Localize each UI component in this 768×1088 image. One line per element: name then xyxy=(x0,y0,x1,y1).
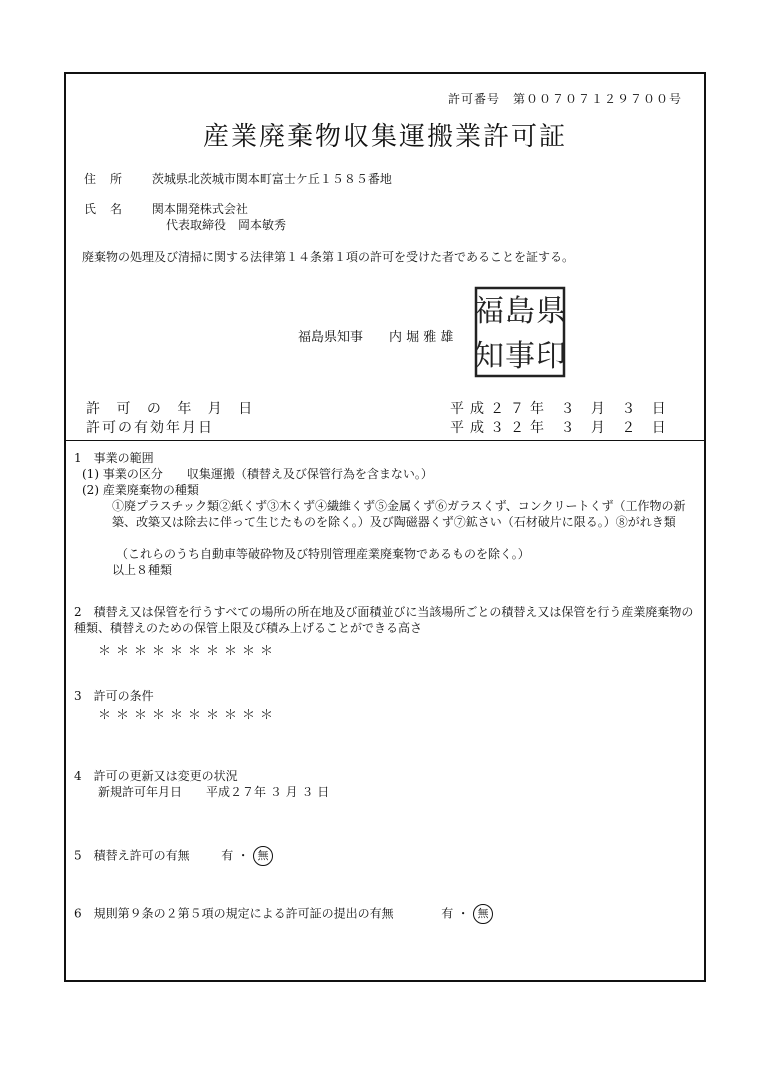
name-row xyxy=(84,200,248,217)
section1-heading: 1 事業の範囲 xyxy=(74,451,154,465)
issue-date-value: 平成２７年 ３ 月 ３ 日 xyxy=(450,401,672,417)
section1-item2: (2) 産業廃棄物の種類 xyxy=(82,483,199,497)
certification-text: 廃棄物の処理及び清掃に関する法律第１４条第１項の許可を受けた者であることを証する。 xyxy=(82,250,575,264)
seal-char: 印 xyxy=(536,339,566,374)
section6-row xyxy=(74,904,493,924)
document-title: 産業廃棄物収集運搬業許可証 xyxy=(202,122,567,152)
section6-yes: 有 xyxy=(441,906,454,921)
seal-char: 福 xyxy=(474,294,504,329)
section2-heading: 2 積替え又は保管を行うすべての場所の所在地及び面積並びに当該場所ごとの積替え又は保管を行う産業廃棄物の種類、積替えのための保管上限及び積み上げることができる高さ xyxy=(74,605,694,635)
official-seal xyxy=(474,286,566,378)
seal-char: 県 xyxy=(536,294,566,329)
address-value: 茨城県北茨城市関本町富士ケ丘１５８５番地 xyxy=(151,172,392,186)
section2-value: ＊＊＊＊＊＊＊＊＊＊ xyxy=(98,644,279,659)
section1-item1: (1) 事業の区分 収集運搬（積替え及び保管行為を含まない。） xyxy=(82,467,433,481)
waste-exclusion: （これらのうち自動車等破砕物及び特別管理産業廃棄物であるものを除く。） xyxy=(116,547,530,561)
section6-heading: 6 規則第９条の２第５項の規定による許可証の提出の有無 xyxy=(74,906,394,921)
seal-char: 島 xyxy=(505,294,535,329)
waste-types: ①廃プラスチック類②紙くず③木くず④繊維くず⑤金属くず⑥ガラスくず、コンクリートくず（工作物の新築、改築又は除去に伴って生じたものを除く。）及び陶磁器くず⑦鉱さい（石材破片に限る。）⑧がれき類 xyxy=(112,499,686,529)
address-label: 住所 xyxy=(84,172,137,186)
seal-char: 事 xyxy=(505,339,535,374)
section3-heading: 3 許可の条件 xyxy=(74,689,154,703)
address-row xyxy=(84,170,392,187)
section6-sep: ・ xyxy=(457,906,470,921)
representative: 代表取締役 岡本敏秀 xyxy=(166,218,287,232)
expiry-date-label: 許可の有効年月日 xyxy=(86,420,214,436)
section5-row xyxy=(74,846,273,866)
company-name: 関本開発株式会社 xyxy=(151,202,248,216)
seal-char: 知 xyxy=(474,339,504,374)
expiry-date-value: 平成３２年 ３ 月 ２ 日 xyxy=(450,420,672,436)
permit-number: 許可番号 第００７０７１２９７００号 xyxy=(447,92,682,106)
section4-heading: 4 許可の更新又は変更の状況 xyxy=(74,769,238,783)
name-label: 氏名 xyxy=(84,202,137,216)
issuer-name: 福島県知事 内 堀 雅 雄 xyxy=(298,330,454,345)
issue-date-label: 許 可 の 年 月 日 xyxy=(86,401,259,417)
section5-yes: 有 xyxy=(221,848,234,863)
section-divider xyxy=(66,440,704,441)
section5-sep: ・ xyxy=(237,848,250,863)
section5-heading: 5 積替え許可の有無 xyxy=(74,848,190,863)
section5-no-circled: 無 xyxy=(253,846,273,866)
section6-no-circled: 無 xyxy=(473,904,493,924)
section4-value: 新規許可年月日 平成２７年 ３ 月 ３ 日 xyxy=(98,785,330,799)
permit-certificate xyxy=(64,72,706,982)
waste-type-count: 以上８種類 xyxy=(112,563,173,577)
section3-value: ＊＊＊＊＊＊＊＊＊＊ xyxy=(98,708,279,723)
